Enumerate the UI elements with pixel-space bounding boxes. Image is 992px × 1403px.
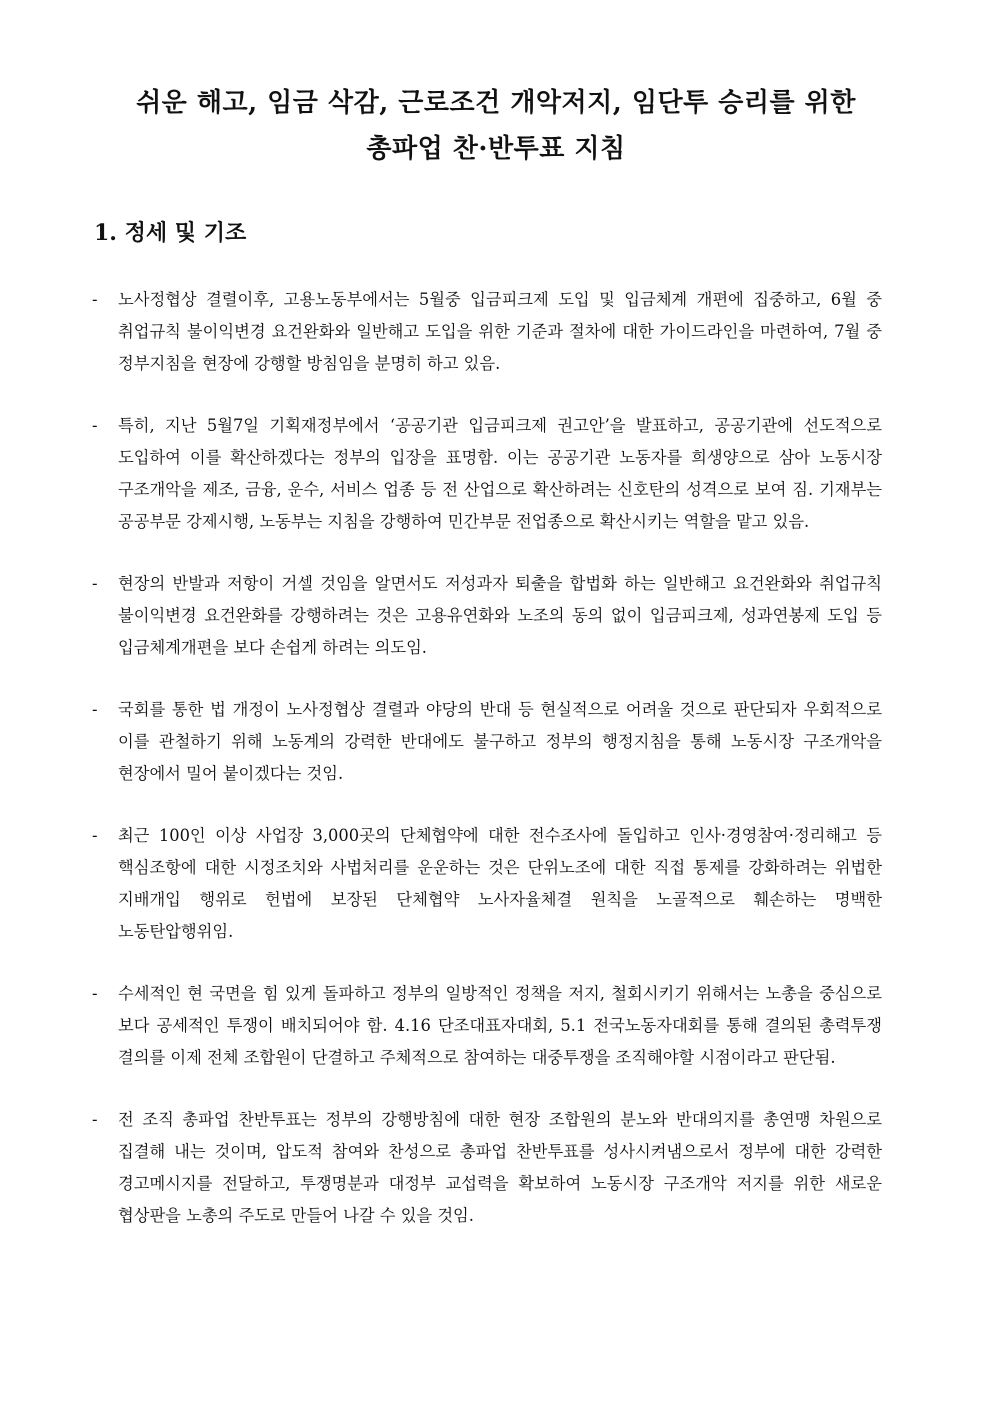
bullet-text: 현장의 반발과 저항이 거셀 것임을 알면서도 저성과자 퇴출을 합법화 하는 일반해고 요건완화와 취업규칙 불이익변경 요건완화를 강행하려는 것은 고용유연화와 노조의 동의 없이 입금피크제, 성과연봉제 도입 등 입금체계개편을 보다 손쉽게 하려는 의도임. bbox=[118, 574, 882, 657]
bullet-marker: - bbox=[92, 1110, 98, 1129]
bullet-paragraph bbox=[92, 568, 882, 664]
bullet-text: 수세적인 현 국면을 힘 있게 돌파하고 정부의 일방적인 정책을 저지, 철회시키기 위해서는 노총을 중심으로 보다 공세적인 투쟁이 배치되어야 함. 4.16 단조대표자대회, 5.1 전국노동자대회를 통해 결의된 총력투쟁 결의를 이제 전체 조합원이 단결하고 주체적으로 참여하는 대중투쟁을 조직해야할 시점이라고 판단됨. bbox=[118, 984, 882, 1067]
bullet-list bbox=[92, 284, 882, 1232]
bullet-paragraph bbox=[92, 410, 882, 538]
bullet-marker: - bbox=[92, 984, 98, 1003]
bullet-paragraph bbox=[92, 820, 882, 948]
bullet-text: 노사정협상 결렬이후, 고용노동부에서는 5월중 입금피크제 도입 및 입금체계 개편에 집중하고, 6월 중 취업규칙 불이익변경 요건완화와 일반해고 도입을 위한 기준과 절차에 대한 가이드라인을 마련하여, 7월 중 정부지침을 현장에 강행할 방침임을 분명히 하고 있음. bbox=[118, 290, 882, 373]
bullet-paragraph bbox=[92, 978, 882, 1074]
bullet-text: 최근 100인 이상 사업장 3,000곳의 단체협약에 대한 전수조사에 돌입하고 인사·경영참여·정리해고 등 핵심조항에 대한 시정조치와 사법처리를 운운하는 것은 단위노조에 대한 직접 통제를 강화하려는 위법한 지배개입 행위로 헌법에 보장된 단체협약 노사자율체결 원칙을 노골적으로 훼손하는 명백한 노동탄압행위임. bbox=[118, 826, 882, 941]
bullet-marker: - bbox=[92, 574, 98, 593]
bullet-text: 전 조직 총파업 찬반투표는 정부의 강행방침에 대한 현장 조합원의 분노와 반대의지를 총연맹 차원으로 집결해 내는 것이며, 압도적 참여와 찬성으로 총파업 찬반투표를 성사시켜냄으로서 정부에 대한 강력한 경고메시지를 전달하고, 투쟁명분과 대정부 교섭력을 확보하여 노동시장 구조개악 저지를 위한 새로운 협상판을 노총의 주도로 만들어 나갈 수 있을 것임. bbox=[118, 1110, 882, 1225]
bullet-paragraph bbox=[92, 284, 882, 380]
bullet-marker: - bbox=[92, 700, 98, 719]
bullet-marker: - bbox=[92, 416, 98, 435]
bullet-text: 특히, 지난 5월7일 기획재정부에서 ‘공공기관 입금피크제 권고안’을 발표하고, 공공기관에 선도적으로 도입하여 이를 확산하겠다는 정부의 입장을 표명함. 이는 공공기관 노동자를 희생양으로 삼아 노동시장 구조개악을 제조, 금융, 운수, 서비스 업종 등 전 산업으로 확산하려는 신호탄의 성격으로 보여 짐. 기재부는 공공부문 강제시행, 노동부는 지침을 강행하여 민간부문 전업종으로 확산시키는 역할을 맡고 있음. bbox=[118, 416, 882, 531]
bullet-text: 국회를 통한 법 개정이 노사정협상 결렬과 야당의 반대 등 현실적으로 어려울 것으로 판단되자 우회적으로 이를 관철하기 위해 노동계의 강력한 반대에도 불구하고 정부의 행정지침을 통해 노동시장 구조개악을 현장에서 밀어 붙이겠다는 것임. bbox=[118, 700, 882, 783]
bullet-marker: - bbox=[92, 826, 98, 845]
section-heading: 1. 정세 및 기조 bbox=[94, 220, 247, 246]
document-title-line-1: 쉬운 해고, 임금 삭감, 근로조건 개악저지, 임단투 승리를 위한 bbox=[136, 88, 856, 118]
document-title-line-2: 총파업 찬·반투표 지침 bbox=[366, 134, 626, 164]
bullet-paragraph bbox=[92, 1104, 882, 1232]
bullet-paragraph bbox=[92, 694, 882, 790]
bullet-marker: - bbox=[92, 290, 98, 309]
